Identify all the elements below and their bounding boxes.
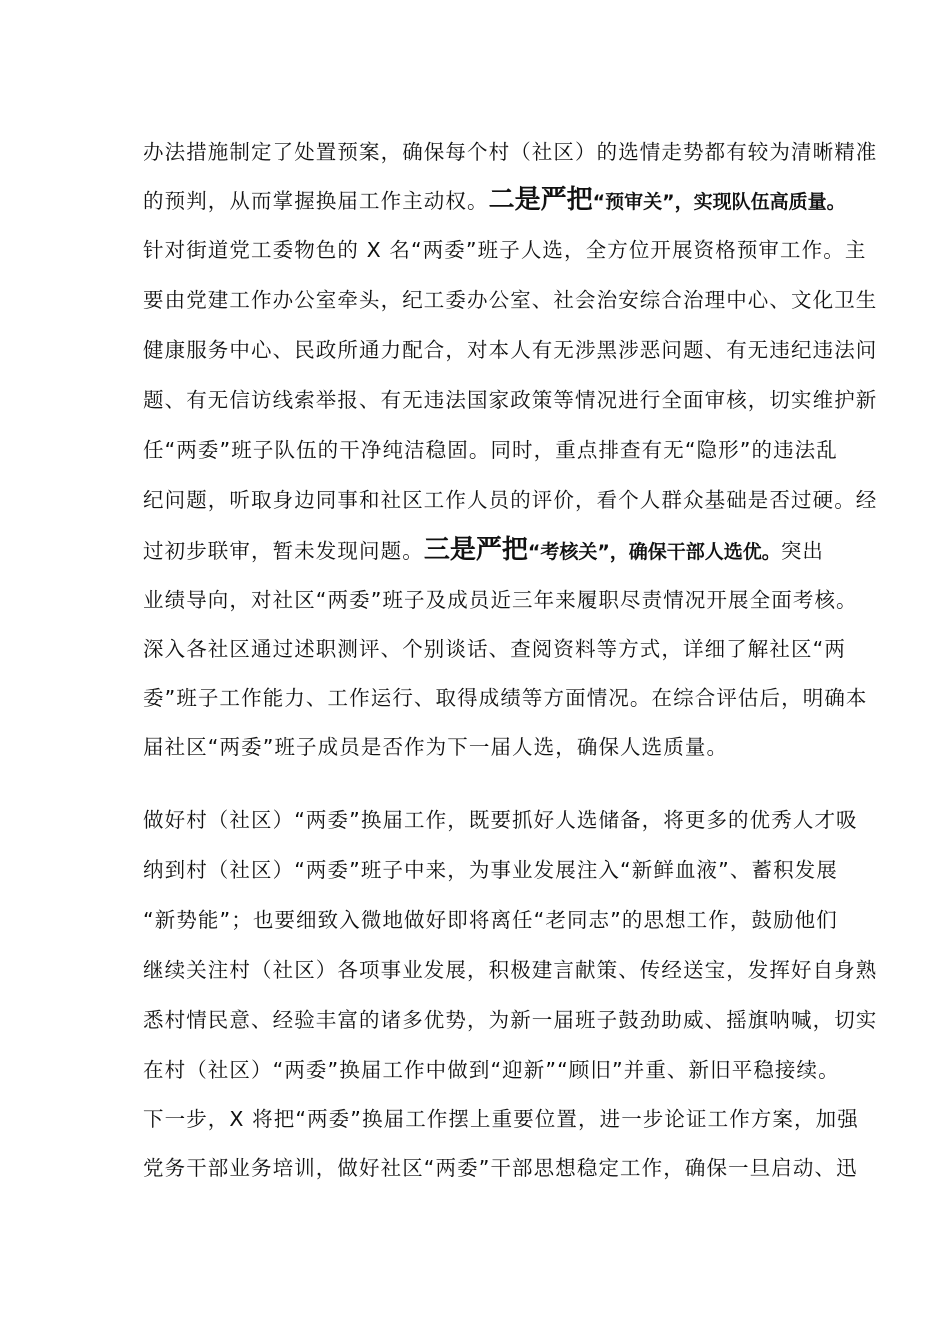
text-line: 纪问题，听取身边同事和社区工作人员的评价，看个人群众基础是否过硬。经 [143,488,878,512]
text-line: 委”班子工作能力、工作运行、取得成绩等方面情况。在综合评估后，明确本 [143,686,868,710]
text-line: 党务干部业务培训，做好社区“两委”干部思想稳定工作，确保一旦启动、迅 [143,1156,858,1180]
text-line: “新势能”；也要细致入微地做好即将离任“老同志”的思想工作，鼓励他们 [143,908,838,932]
text-line: 要由党建工作办公室牵头，纪工委办公室、社会治安综合治理中心、文化卫生 [143,288,878,312]
text-line: 下一步，X 将把“两委”换届工作摆上重要位置，进一步论证工作方案，加强 [143,1107,859,1131]
text-line: 任“两委”班子队伍的干净纯洁稳固。同时，重点排查有无“隐形”的违法乱 [143,438,838,462]
text-line [143,185,846,217]
text-line [143,535,833,567]
text-line: 业绩导向，对社区“两委”班子及成员近三年来履职尽责情况开展全面考核。 [143,588,858,612]
text-line: 届社区“两委”班子成员是否作为下一届人选，确保人选质量。 [143,735,729,759]
text-line: 悉村情民意、经验丰富的诸多优势，为新一届班子鼓劲助威、摇旗呐喊，切实 [143,1008,878,1032]
text-span: 的预判，从而掌握换届工作主动权。 [143,189,489,213]
text-line: 继续关注村（社区）各项事业发展，积极建言献策、传经送宝，发挥好自身熟 [143,958,878,982]
text-line: 健康服务中心、民政所通力配合，对本人有无涉黑涉恶问题、有无违纪违法问 [143,338,878,362]
bold-heading: 三是严把 [423,535,528,565]
text-line: 题、有无信访线索举报、有无违法国家政策等情况进行全面审核，切实维护新 [143,388,878,412]
text-line: 在村（社区）“两委”换届工作中做到“迎新”“顾旧”并重、新旧平稳接续。 [143,1058,840,1082]
bold-text: “考核关”，确保干部人选优。 [527,541,781,563]
bold-heading: 二是严把 [488,185,593,215]
text-line: 针对街道党工委物色的 X 名“两委”班子人选，全方位开展资格预审工作。主 [143,238,867,262]
text-span: 过初步联审，暂未发现问题。 [143,539,424,563]
text-span: 突出 [780,539,825,563]
text-line: 做好村（社区）“两委”换届工作，既要抓好人选储备，将更多的优秀人才吸 [143,808,858,832]
text-line: 深入各社区通过述职测评、个别谈话、查阅资料等方式，详细了解社区“两 [143,637,846,661]
text-line: 纳到村（社区）“两委”班子中来，为事业发展注入“新鲜血液”、蓄积发展 [143,858,838,882]
bold-text: “预审关”，实现队伍高质量。 [592,191,846,213]
text-line: 办法措施制定了处置预案，确保每个村（社区）的选情走势都有较为清晰精准 [143,140,878,164]
